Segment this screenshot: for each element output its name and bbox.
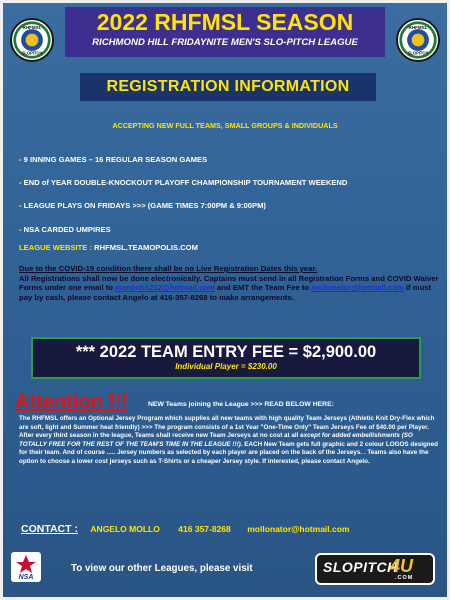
registration-instructions: [19, 274, 439, 303]
info-bullets: [19, 155, 439, 248]
nsa-logo: [11, 552, 41, 582]
email-link-manonb[interactable]: manonb1212@hotmail.com: [115, 283, 215, 292]
jersey-program-text: [19, 415, 439, 467]
bullet-playoffs: - END of YEAR DOUBLE-KNOCKOUT PLAYOFF CHAMPIONSHIP TOURNAMENT WEEKEND: [19, 178, 348, 188]
jersey-text-italic: except for added embellishments (SO TOTALLY FREE FOR THE REST OF THE TEAM'S TIME IN THE LEAGUE !!!).: [19, 432, 413, 448]
bullet-innings: - 9 INNING GAMES – 16 REGULAR SEASON GAMES: [19, 155, 208, 164]
instructions-text-1: All Registrations shall now be done electronically. Captains must send in all Registration Forms and COVID Waiver Forms under one email to: [19, 273, 439, 292]
title-banner: [65, 7, 385, 57]
website-url[interactable]: RHFMSL.TEAMOPOLIS.COM: [94, 243, 198, 252]
registration-heading-box: [80, 73, 376, 101]
nsa-logo-text: NSA: [18, 574, 34, 581]
covid-notice: Due to the COVID-19 condition there shall be no Live Registration Dates this year.: [19, 264, 318, 273]
other-leagues-text: To view our other Leagues, please visit: [71, 563, 253, 574]
contact-line: [21, 519, 349, 537]
team-entry-fee: *** 2022 TEAM ENTRY FEE = $2,900.00: [75, 343, 377, 361]
contact-name: ANGELO MOLLO: [90, 524, 160, 534]
rhfmsl-logo-left: [10, 18, 54, 62]
registration-notice: [19, 264, 439, 302]
email-link-mollonator[interactable]: mollonator@hotmail.com: [311, 283, 404, 292]
slopitch4u-logo[interactable]: [315, 553, 435, 585]
attention-heading: Attention !!!: [15, 391, 129, 413]
svg-text:SLOPITCH: SLOPITCH: [21, 50, 43, 56]
slopitch-logo-suffix: .COM: [395, 575, 414, 581]
instructions-text-2: and EMT the Team Fee to: [214, 283, 312, 292]
page-title: 2022 RHFMSL SEASON: [96, 9, 354, 35]
contact-phone[interactable]: 416 357-8268: [178, 524, 231, 534]
rhfmsl-logo-right: [396, 18, 440, 62]
slopitch-logo-number: 4U: [390, 556, 414, 576]
svg-text:RHFMSL: RHFMSL: [408, 25, 428, 31]
entry-fee-box: [31, 337, 421, 379]
jersey-text-1: The RHFMSL offers an Optional Jersey Program which supplies all new teams with high quality Team Jerseys (Athletic Knit Dry-Flex which are soft, light and Summer heat friendly) >>> The program consists of a 1st Year "One-Time Only" Team Jerseys Fee of $40.00 per Player. After every third season in the league, Teams shall receive new Team Jerseys at no cost at all: [19, 415, 435, 440]
jersey-text-2: EACH New Team gets full graphic and 2 colour LOGOS designed for their team. And of course ..... Jersey numbers as selected by each player are placed on the back of the Jerseys. . Teams also have the option to choose a lower cost jerseys such as T-Shirts or a cheaper Jersey style. If interested, please contact Angelo.: [19, 440, 438, 465]
svg-text:RHFMSL: RHFMSL: [22, 25, 42, 31]
bullet-umpires: - NSA CARDED UMPIRES: [19, 224, 111, 234]
svg-text:SLOPITCH: SLOPITCH: [407, 50, 429, 56]
accepting-notice: ACCEPTING NEW FULL TEAMS, SMALL GROUPS & INDIVIDUALS: [112, 121, 338, 130]
bullet-game-times: - LEAGUE PLAYS ON FRIDAYS >>> (GAME TIMES 7:00PM & 9:00PM): [19, 201, 266, 211]
contact-email[interactable]: mollonator@hotmail.com: [247, 524, 350, 534]
website-label: LEAGUE WEBSITE :: [19, 243, 92, 252]
contact-label: CONTACT :: [21, 523, 78, 535]
league-website: [19, 243, 198, 252]
registration-heading: REGISTRATION INFORMATION: [106, 78, 350, 95]
attention-note: NEW Teams joining the League >>> READ BELOW HERE:: [148, 401, 334, 408]
league-subtitle: RICHMOND HILL FRIDAYNITE MEN'S SLO-PITCH LEAGUE: [92, 37, 358, 48]
slopitch-logo-text: SLOPITCH: [323, 559, 398, 575]
instructions-text-3: if must pay by cash, please contact Angelo at 416-357-8268 to make arrangements.: [19, 283, 432, 302]
individual-fee: Individual Player = $230.00: [175, 362, 277, 371]
